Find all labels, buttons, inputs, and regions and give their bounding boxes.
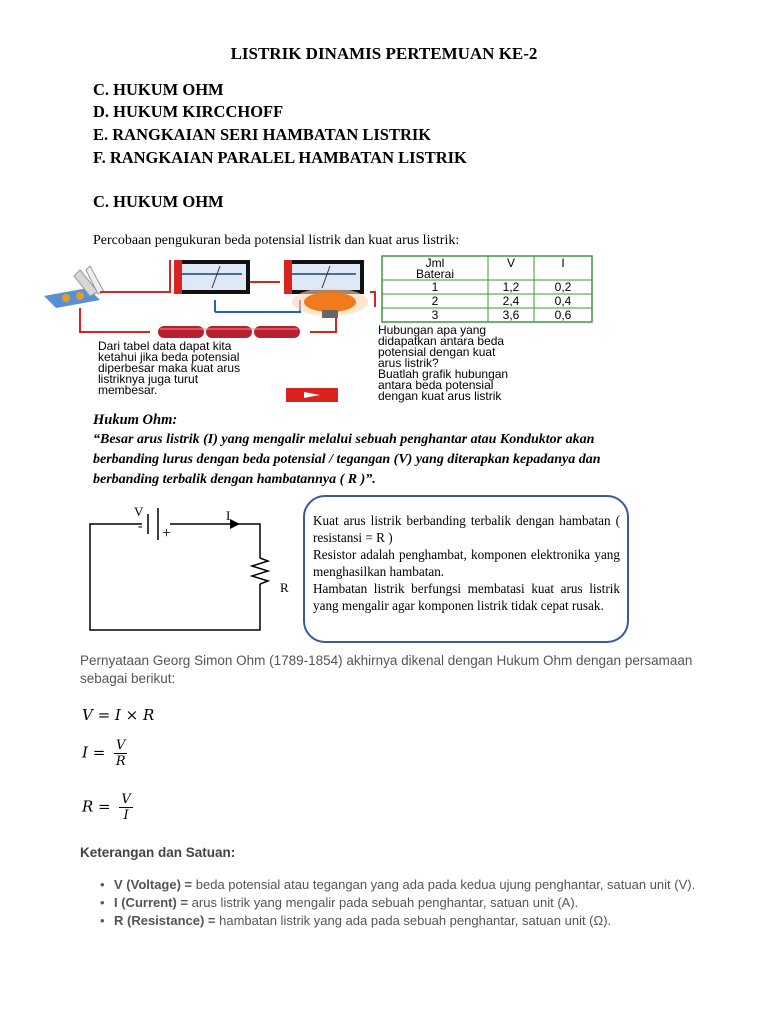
info-line: Kuat arus listrik berbanding terbalik dengan hambatan ( resistansi = R ) [313, 513, 620, 545]
list-item: • I (Current) = arus listrik yang mengalir pada sebuah penghantar, satuan unit (A). [100, 894, 720, 912]
label-i: I [226, 508, 231, 523]
data-table [382, 256, 592, 322]
intro-text: Percobaan pengukuran beda potensial listrik dan kuat arus listrik: [93, 233, 460, 248]
svg-text:arus listrik?: arus listrik? [378, 356, 439, 370]
table-header-count: Jml [425, 256, 445, 270]
section-title: C. HUKUM OHM [93, 192, 224, 211]
table-header-count-2: Baterai [415, 267, 455, 281]
formula-i [82, 738, 127, 769]
formula-r-lhs: R = [82, 797, 111, 816]
table-cell: 0,2 [554, 280, 572, 294]
table-cell: 1 [431, 280, 439, 294]
formula-r [82, 792, 133, 823]
page-title: LISTRIK DINAMIS PERTEMUAN KE-2 [230, 44, 538, 63]
list-item: • V (Voltage) = beda potensial atau tegangan yang ada pada kedua ujung penghantar, satuan unit (V). [100, 876, 720, 894]
info-box-text [313, 512, 620, 614]
units-heading: Keterangan dan Satuan: [80, 845, 236, 860]
label-plus: + [162, 525, 172, 542]
formula-i-lhs: I = [82, 743, 106, 762]
ohm-statement: Pernyataan Georg Simon Ohm (1789-1854) akhirnya dikenal dengan Hukum Ohm dengan persamaan sebagai berikut: [80, 653, 693, 686]
table-cell: 1,2 [502, 280, 520, 294]
svg-text:Dari tabel data dapat kita: Dari tabel data dapat kita [98, 339, 232, 353]
svg-text:membesar.: membesar. [98, 383, 158, 397]
current-arrow-icon [230, 519, 240, 529]
info-line: Resistor adalah penghambat, komponen elektronika yang menghasilkan hambatan. [313, 547, 620, 579]
law-line: berbanding terbalik dengan hambatannya ( R )”. [93, 472, 376, 487]
law-line: “Besar arus listrik (I) yang mengalir melalui sebuah penghantar atau Konduktor akan [93, 432, 595, 447]
table-cell: 3 [431, 308, 439, 322]
list-item: • R (Resistance) = hambatan listrik yang ada pada sebuah penghantar, satuan unit (Ω). [100, 912, 720, 930]
toc-item-f: F. RANGKAIAN PARALEL HAMBATAN LISTRIK [93, 148, 467, 167]
svg-text:potensial dengan kuat: potensial dengan kuat [378, 345, 496, 359]
label-minus: - [138, 519, 143, 534]
toc-item-c: C. HUKUM OHM [93, 80, 224, 99]
toc-item-d: D. HUKUM KIRCCHOFF [93, 102, 284, 121]
circuit-diagram [80, 500, 300, 640]
svg-text:Hubungan apa yang: Hubungan apa yang [378, 323, 487, 337]
svg-text:diperbesar maka kuat arus: diperbesar maka kuat arus [98, 361, 241, 375]
svg-text:antara beda potensial: antara beda potensial [378, 378, 494, 392]
law-heading: Hukum Ohm: [93, 412, 178, 428]
table-cell: 0,6 [554, 308, 572, 322]
table-cell: 3,6 [502, 308, 520, 322]
svg-text:didapatkan antara beda: didapatkan antara beda [378, 334, 505, 348]
label-v: V [134, 504, 144, 519]
experiment-figure [40, 252, 600, 404]
formula-i-fraction: $\frac{V}{R}$ [115, 738, 126, 769]
caption-right-task [378, 367, 508, 403]
voltmeter-icon [174, 260, 250, 294]
svg-text:listriknya juga turut: listriknya juga turut [98, 372, 199, 386]
law-text [93, 430, 693, 490]
label-r: R [280, 580, 289, 595]
table-cell: 2 [431, 294, 439, 308]
table-header-v: V [506, 256, 516, 270]
units-list [100, 876, 720, 930]
formula-v: V = I × R [82, 706, 155, 724]
svg-text:ketahui jika beda potensial: ketahui jika beda potensial [98, 350, 240, 364]
battery-icon [158, 326, 300, 338]
law-line: berbanding lurus dengan beda potensial / tegangan (V) yang diterapkan kepadanya dan [93, 452, 601, 467]
next-arrow-icon [286, 388, 338, 402]
table-cell: 0,4 [554, 294, 572, 308]
table-header-i: I [561, 256, 565, 270]
experiment-illustration [40, 252, 600, 404]
info-line: Hambatan listrik berfungsi membatasi kuat arus listrik yang mengalir agar komponen listrik tidak cepat rusak. [313, 581, 620, 613]
formula-r-fraction: $\frac{V}{I}$ [121, 792, 131, 823]
circuit-svg [80, 500, 300, 640]
svg-text:Buatlah grafik hubungan: Buatlah grafik hubungan [378, 367, 509, 381]
toc-item-e: E. RANGKAIAN SERI HAMBATAN LISTRIK [93, 125, 432, 144]
svg-text:dengan kuat arus listrik: dengan kuat arus listrik [378, 389, 502, 403]
table-cell: 2,4 [502, 294, 520, 308]
